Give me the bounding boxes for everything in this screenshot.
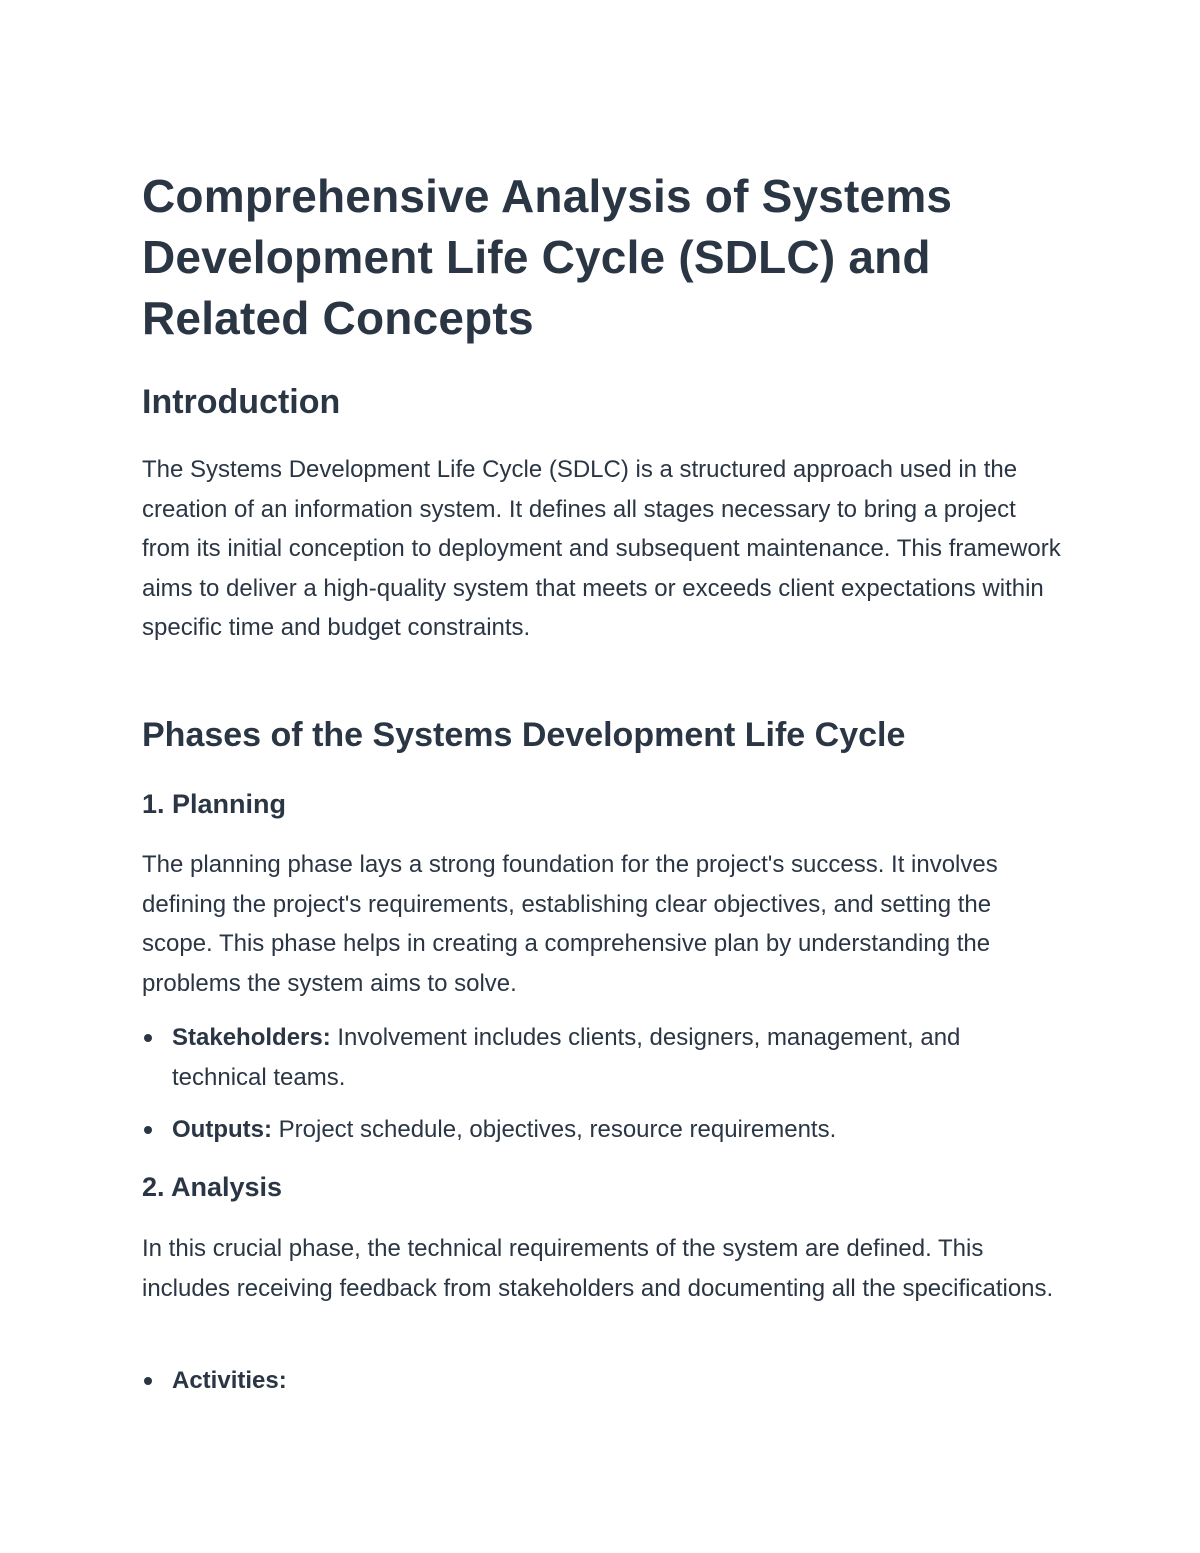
- planning-paragraph: The planning phase lays a strong foundation for the project's success. It involves defining the project's requirements, establishing clear objectives, and setting the scope. This phase helps in creating a comprehensive plan by understanding the problems the system aims to solve.: [142, 851, 998, 997]
- bullet-label: Activities:: [172, 1367, 287, 1394]
- introduction-heading: Introduction: [142, 383, 341, 421]
- bullet-label: Outputs:: [172, 1116, 272, 1143]
- list-item-activities: [142, 1361, 1052, 1401]
- planning-heading: 1. Planning: [142, 789, 287, 819]
- document-title: Comprehensive Analysis of Systems Development Life Cycle (SDLC) and Related Concepts: [142, 170, 953, 344]
- analysis-paragraph: In this crucial phase, the technical requirements of the system are defined. This includes receiving feedback from stakeholders and documenting all the specifications.: [142, 1235, 1054, 1302]
- bullet-label: Stakeholders:: [172, 1024, 331, 1051]
- bullet-text: Project schedule, objectives, resource requirements.: [271, 1116, 837, 1143]
- bullet-icon: [144, 1034, 152, 1042]
- list-item-stakeholders: [142, 1018, 1052, 1097]
- introduction-paragraph: The Systems Development Life Cycle (SDLC) is a structured approach used in the creation of an information system. It defines all stages necessary to bring a project from its initial conception to deployment and subsequent maintenance. This framework aims to deliver a high-quality system that meets or exceeds client expectations within specific time and budget constraints.: [142, 456, 1061, 642]
- phases-heading: Phases of the Systems Development Life Cycle: [142, 716, 906, 754]
- bullet-icon: [144, 1377, 152, 1385]
- bullet-icon: [144, 1126, 152, 1134]
- analysis-heading: 2. Analysis: [142, 1172, 283, 1202]
- bullet-text: Involvement includes clients, designers, management, and technical teams.: [172, 1024, 961, 1091]
- list-item-outputs: [142, 1110, 1052, 1150]
